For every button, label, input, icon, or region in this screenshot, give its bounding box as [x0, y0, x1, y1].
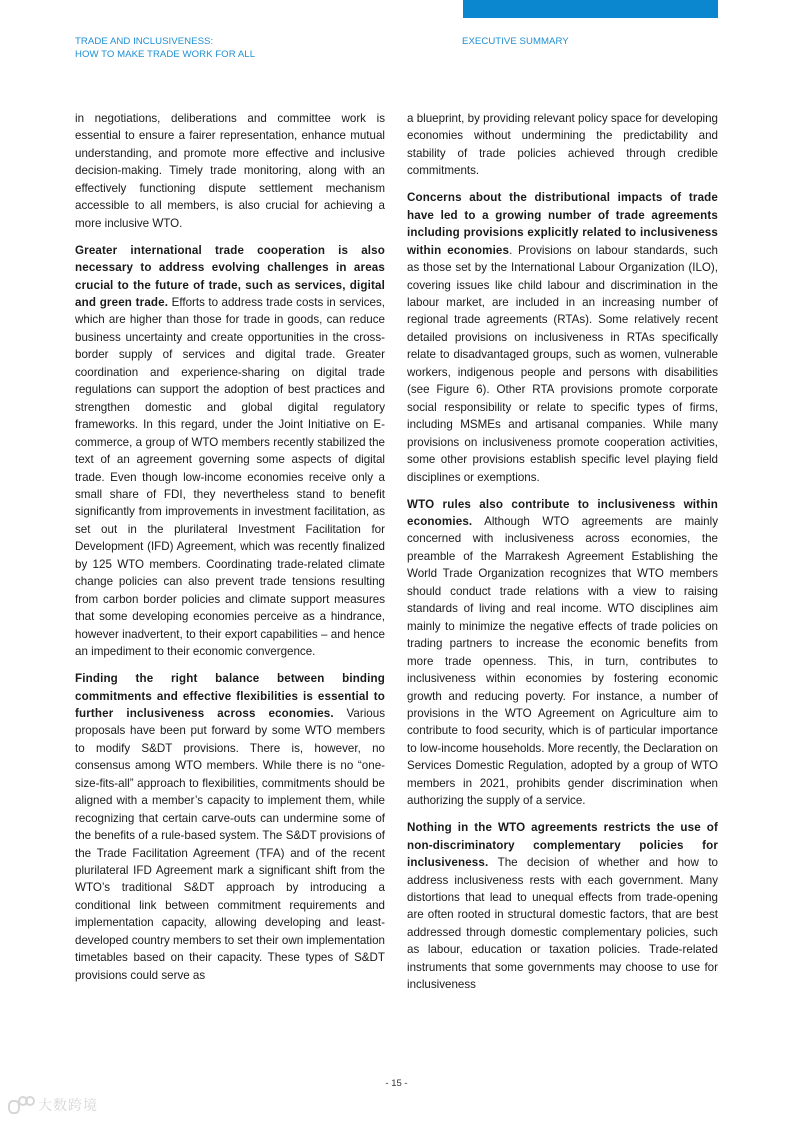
paragraph-body: The decision of whether and how to address inclusiveness rests with each government. Many distortions that lead to unequal effects from trade-opening are often rooted in structural domestic factors, that are best addressed through domestic complementary policies, such as labour, education or taxation policies. Trade-related instruments that some governments may choose to use for inclusiveness: [407, 856, 718, 992]
paragraph: [407, 496, 718, 810]
running-header-line2: HOW TO MAKE TRADE WORK FOR ALL: [75, 48, 256, 60]
paragraph-body: in negotiations, deliberations and committee work is essential to ensure a fairer representation, enhance mutual understanding, and promote more effective and inclusive decision-making. Timely trade monitoring, along with an effectively functioning dispute settlement mechanism accessible to all members, is also crucial for achieving a more inclusive WTO.: [75, 112, 385, 230]
paragraph-lead: Nothing in the WTO agreements restricts the use of non-discriminatory complementary policies for inclusiveness.: [407, 821, 718, 870]
running-header-line1: TRADE AND INCLUSIVENESS:: [75, 36, 214, 47]
paragraph-lead: Concerns about the distributional impacts of trade have led to a growing number of trade agreements including provisions explicitly related to inclusiveness within economies: [407, 191, 718, 257]
paragraph-body: Although WTO agreements are mainly concerned with inclusiveness across economies, the preamble of the Marrakesh Agreement Establishing the World Trade Organization recognizes that WTO members should conduct trade relations with a view to raising standards of living and real income. WTO disciplines aim mainly to minimize the negative effects of trade policies on trading partners to increase the economic benefits from more trade openness. This, in turn, contributes to inclusiveness within economies by fostering economic growth and reducing poverty. For instance, a number of provisions in the WTO Agreement on Agriculture aim to contribute to food security, which is of particular importance to low-income households. More recently, the Declaration on Services Domestic Regulation, adopted by a group of WTO members in 2021, prohibits gender discrimination when authorizing the supply of a service.: [407, 514, 718, 808]
watermark-logo-icon: [8, 1096, 34, 1114]
paragraph-body: a blueprint, by providing relevant policy space for developing economies without undermining the predictability and stability of trade policies achieved through credible commitments.: [407, 112, 718, 178]
paragraph-lead: WTO rules also contribute to inclusiveness within economies.: [407, 497, 718, 528]
paragraph-body: Various proposals have been put forward by some WTO members to modify S&DT provisions. There is, however, no consensus among WTO members. While there is no “one-size-fits-all” approach to flexibilities, commitments should be aligned with a member’s capacity to implement them, while recognizing that certain carve-outs can undermine some of the benefits of a rule-based system. The S&DT provisions of the Trade Facilitation Agreement (TFA) and of the recent plurilateral IFD Agreement mark a significant shift from the WTO’s traditional S&DT approach by introducing a conditional link between commitment requirements and implementation capacity, allowing developing and least-developed country members to set their own implementation timetables based on their capacity. These types of S&DT provisions could serve as: [75, 706, 385, 982]
watermark: [8, 1095, 98, 1115]
paragraph: [75, 242, 385, 661]
paragraph: [407, 189, 718, 486]
header-accent-bar: [463, 0, 718, 18]
paragraph-lead: Greater international trade cooperation is also necessary to address evolving challenges in areas crucial to the future of trade, such as services, digital and green trade.: [75, 243, 385, 310]
page-number: - 15 -: [385, 1078, 408, 1089]
left-column: [75, 110, 385, 994]
running-header-title: [75, 36, 255, 61]
paragraph-body: . Provisions on labour standards, such as those set by the International Labour Organization (ILO), covering issues like child labour and discrimination in the labour market, are included in an increasing number of regional trade agreements (RTAs). Some relatively recent detailed provisions on inclusiveness in RTAs specifically relate to disadvantaged groups, such as women, vulnerable workers, indigenous people and persons with disabilities (see Figure 6). Other RTA provisions promote corporate social responsibility or relate to specific types of firms, including MSMEs and artisanal companies. While many provisions on inclusiveness promote cooperation activities, some other provisions establish specific level playing field disciplines or exemptions.: [407, 243, 718, 484]
watermark-text: 大数跨境: [38, 1098, 98, 1114]
right-column: [407, 110, 718, 1003]
paragraph: [407, 110, 718, 180]
paragraph: [75, 110, 385, 232]
paragraph-body: Efforts to address trade costs in services, which are higher than those for trade in goods, can reduce business uncertainty and create opportunities in the cross-border supply of services and digital trade. Greater coordination and experience-sharing on digital trade regulations can support the adoption of best practices and strengthen domestic and global digital regulatory frameworks. In this regard, under the Joint Initiative on E-commerce, a group of WTO members recently stabilized the text of an agreement governing some aspects of digital trade. Even though low-income economies receive only a small share of FDI, they nevertheless stand to benefit significantly from improvements in investment facilitation, as set out in the plurilateral Investment Facilitation for Development (IFD) Agreement, which was recently finalized by 125 WTO members. Coordinating trade-related climate change policies can also prevent trade tensions resulting from carbon border policies and climate support measures that some developing economies perceive as a hindrance, however inadvertent, to their export capabilities – and hence an impediment to their economic convergence.: [75, 296, 385, 659]
paragraph: [407, 819, 718, 994]
paragraph-lead: Finding the right balance between binding commitments and effective flexibilities is essential to further inclusiveness across economies.: [75, 672, 385, 720]
running-header-section: EXECUTIVE SUMMARY: [462, 36, 569, 47]
paragraph: [75, 670, 385, 984]
